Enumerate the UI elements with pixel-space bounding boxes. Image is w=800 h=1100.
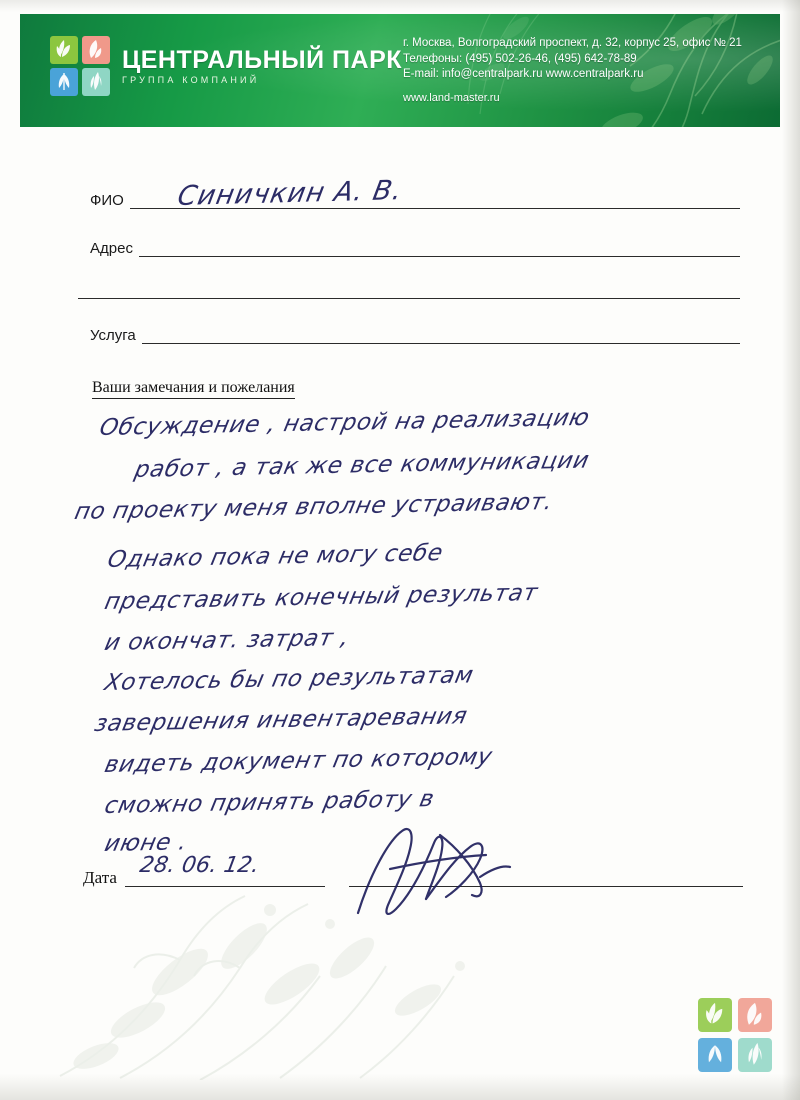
label-address: Адрес: [90, 240, 133, 257]
company-logo: [50, 36, 402, 96]
label-fio: ФИО: [90, 192, 124, 209]
fio-handwritten-value: Синичкин А. В.: [175, 175, 406, 213]
footer-logo-tiles: [698, 998, 772, 1072]
contact-website: www.land-master.ru: [403, 91, 500, 104]
label-date: Дата: [83, 868, 117, 887]
notes-handwritten-line: видеть документ по которому: [102, 743, 495, 778]
notes-heading: Ваши замечания и пожелания: [92, 379, 295, 399]
leaf-salmon-icon: [82, 36, 110, 64]
logo-tile-grid: [50, 36, 110, 96]
leaf-teal-icon: [82, 68, 110, 96]
field-row-address: [90, 240, 740, 257]
signature-mark: [330, 817, 550, 927]
scan-edge-bottom: [0, 1074, 800, 1100]
notes-handwritten-line: завершения инвентаревания: [92, 703, 470, 737]
letterhead-header: [20, 14, 780, 127]
company-tagline: ГРУППА КОМПАНИЙ: [122, 75, 260, 86]
date-handwritten-value: 28. 06. 12.: [137, 853, 262, 878]
footer-leaf-salmon-icon: [738, 998, 772, 1032]
footer-leaf-green-icon: [698, 998, 732, 1032]
logo-wordmark: [122, 47, 402, 85]
leaf-blue-icon: [50, 68, 78, 96]
notes-handwritten-line: работ , а так же все коммуникации: [132, 447, 592, 483]
scan-edge-top: [0, 0, 800, 12]
field-row-address-second-line: [78, 297, 740, 299]
notes-handwritten-line: июне .: [102, 829, 190, 857]
notes-handwritten-line: и окончат. затрат ,: [102, 624, 352, 656]
field-row-service: [90, 327, 740, 344]
notes-handwritten-line: представить конечный результат: [102, 579, 541, 615]
service-input-line[interactable]: [142, 342, 740, 344]
notes-handwritten-line: сможно принять работу в: [102, 786, 437, 819]
date-input-line[interactable]: [125, 885, 325, 887]
contact-block: [403, 36, 742, 106]
footer-leaf-teal-icon: [738, 1038, 772, 1072]
notes-handwritten-line: Обсуждение , настрой на реализацию: [97, 404, 593, 441]
label-service: Услуга: [90, 327, 136, 344]
footer-leaf-blue-icon: [698, 1038, 732, 1072]
address-input-line-2[interactable]: [78, 297, 740, 299]
notes-handwritten-line: Однако пока не могу себе: [105, 540, 446, 573]
notes-handwritten-line: Хотелось бы по результатам: [102, 662, 476, 696]
notes-handwritten-line: по проекту меня вполне устраивают.: [72, 489, 556, 525]
contact-phones: Телефоны: (495) 502-26-46, (495) 642-78-89: [403, 52, 637, 65]
contact-address: г. Москва, Волгоградский проспект, д. 32, корпус 25, офис № 21: [403, 37, 742, 49]
contact-email: E-mail: info@centralpark.ru www.centralpark.ru: [403, 68, 644, 80]
leaf-green-icon: [50, 36, 78, 64]
scan-edge-right: [782, 0, 800, 1100]
company-name: ЦЕНТРАЛЬНЫЙ ПАРК: [122, 45, 403, 74]
address-input-line[interactable]: [139, 255, 740, 257]
